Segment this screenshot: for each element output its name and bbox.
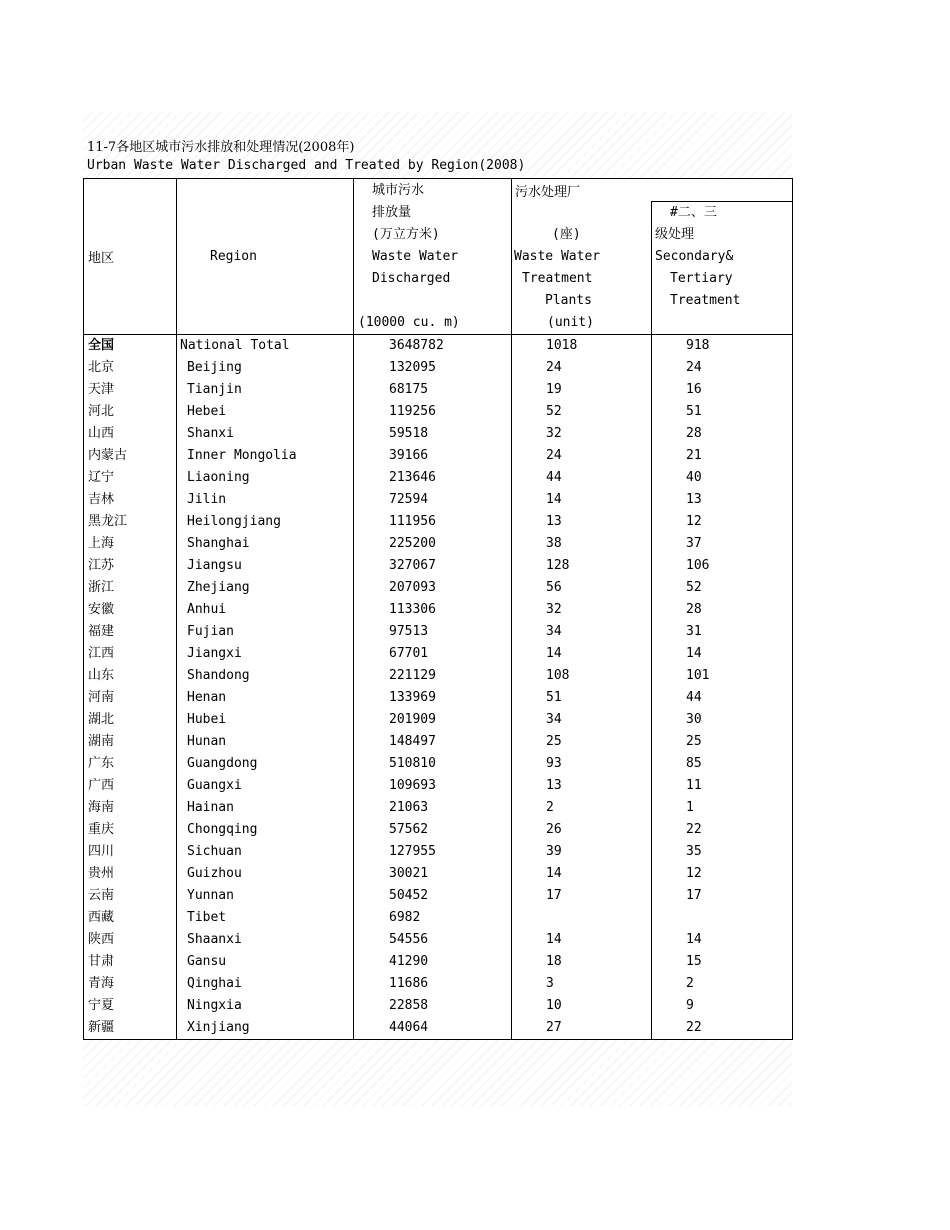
discharge-cell: 39166: [354, 445, 512, 467]
discharge-cell: 97513: [354, 621, 512, 643]
region-en-cell: Anhui: [177, 599, 354, 621]
table-row: [84, 533, 793, 555]
region-en-cell: Shanghai: [177, 533, 354, 555]
region-cn-cell: 内蒙古: [84, 445, 177, 467]
region-en-cell: Gansu: [177, 951, 354, 973]
region-en-cell: Guangdong: [177, 753, 354, 775]
region-en-cell: Beijing: [177, 357, 354, 379]
secondary-cell: 101: [652, 665, 793, 687]
table-row: [84, 907, 793, 929]
discharge-cell: 510810: [354, 753, 512, 775]
plants-cell: 32: [512, 599, 652, 621]
region-cn-cell: 四川: [84, 841, 177, 863]
region-en-cell: Guizhou: [177, 863, 354, 885]
discharge-cell: 225200: [354, 533, 512, 555]
table-row: [84, 445, 793, 467]
secondary-cell: 2: [652, 973, 793, 995]
plants-cell: 27: [512, 1017, 652, 1040]
plants-cell: 1018: [512, 335, 652, 358]
secondary-cell: 85: [652, 753, 793, 775]
secondary-cell: 15: [652, 951, 793, 973]
table-row: [84, 797, 793, 819]
secondary-cell: 9: [652, 995, 793, 1017]
plants-cell: 26: [512, 819, 652, 841]
region-cn-cell: 广西: [84, 775, 177, 797]
region-cn-cell: 河南: [84, 687, 177, 709]
region-cn-cell: 广东: [84, 753, 177, 775]
region-en-cell: Zhejiang: [177, 577, 354, 599]
secondary-cell: 12: [652, 511, 793, 533]
discharge-cell: 72594: [354, 489, 512, 511]
secondary-cell: 28: [652, 599, 793, 621]
plants-cell: 128: [512, 555, 652, 577]
table-title-cn: 11-7各地区城市污水排放和处理情况(2008年): [87, 140, 355, 155]
plants-cell: 32: [512, 423, 652, 445]
region-cn-cell: 黑龙江: [84, 511, 177, 533]
region-cn-cell: 宁夏: [84, 995, 177, 1017]
region-cn-cell: 山西: [84, 423, 177, 445]
discharge-cell: 133969: [354, 687, 512, 709]
plants-cell: 10: [512, 995, 652, 1017]
header-secondary: #二、三 级处理 Secondary& Tertiary Treatment: [652, 202, 793, 335]
secondary-cell: 44: [652, 687, 793, 709]
secondary-cell: 22: [652, 1017, 793, 1040]
secondary-cell: 12: [652, 863, 793, 885]
region-cn-cell: 贵州: [84, 863, 177, 885]
secondary-cell: 22: [652, 819, 793, 841]
region-cn-cell: 青海: [84, 973, 177, 995]
region-cn-cell: 云南: [84, 885, 177, 907]
region-en-cell: Qinghai: [177, 973, 354, 995]
plants-cell: 14: [512, 643, 652, 665]
background-pattern-bottom: [83, 1040, 792, 1106]
secondary-cell: 24: [652, 357, 793, 379]
discharge-cell: 109693: [354, 775, 512, 797]
table-row: [84, 423, 793, 445]
table-row: [84, 951, 793, 973]
plants-cell: 108: [512, 665, 652, 687]
region-cn-cell: 吉林: [84, 489, 177, 511]
header-plants-group: 污水处理厂: [512, 179, 793, 202]
region-en-cell: Shaanxi: [177, 929, 354, 951]
table-row: [84, 489, 793, 511]
secondary-cell: 37: [652, 533, 793, 555]
table-row: [84, 643, 793, 665]
plants-cell: 93: [512, 753, 652, 775]
table-row-total: [84, 335, 793, 358]
plants-cell: 24: [512, 357, 652, 379]
region-en-cell: Tianjin: [177, 379, 354, 401]
table-row: [84, 775, 793, 797]
table-row: [84, 621, 793, 643]
plants-cell: 2: [512, 797, 652, 819]
table-row: [84, 885, 793, 907]
plants-cell: 34: [512, 621, 652, 643]
plants-cell: 3: [512, 973, 652, 995]
discharge-cell: 221129: [354, 665, 512, 687]
header-region-cn: 地区: [84, 179, 177, 335]
region-cn-cell: 甘肃: [84, 951, 177, 973]
header-discharge: 城市污水 排放量 (万立方米) Waste Water Discharged (10000 cu. m): [354, 179, 512, 335]
table-row: [84, 863, 793, 885]
table-row: [84, 973, 793, 995]
region-cn-cell: 全国: [84, 335, 177, 358]
region-cn-cell: 西藏: [84, 907, 177, 929]
discharge-cell: 111956: [354, 511, 512, 533]
plants-cell: 14: [512, 863, 652, 885]
table-title-en: Urban Waste Water Discharged and Treated by Region(2008): [87, 158, 526, 173]
table-row: [84, 1017, 793, 1040]
discharge-cell: 22858: [354, 995, 512, 1017]
secondary-cell: 14: [652, 929, 793, 951]
discharge-cell: 213646: [354, 467, 512, 489]
region-en-cell: Jiangxi: [177, 643, 354, 665]
region-cn-cell: 安徽: [84, 599, 177, 621]
plants-cell: 38: [512, 533, 652, 555]
table-row: [84, 709, 793, 731]
plants-cell: 24: [512, 445, 652, 467]
region-cn-cell: 重庆: [84, 819, 177, 841]
plants-cell: 25: [512, 731, 652, 753]
discharge-cell: 6982: [354, 907, 512, 929]
region-cn-cell: 福建: [84, 621, 177, 643]
secondary-cell: 28: [652, 423, 793, 445]
region-cn-cell: 湖北: [84, 709, 177, 731]
discharge-cell: 21063: [354, 797, 512, 819]
secondary-cell: 31: [652, 621, 793, 643]
header-region-en: Region: [177, 179, 354, 335]
region-en-cell: Tibet: [177, 907, 354, 929]
discharge-cell: 59518: [354, 423, 512, 445]
region-cn-cell: 河北: [84, 401, 177, 423]
region-en-cell: Hebei: [177, 401, 354, 423]
plants-cell: 51: [512, 687, 652, 709]
region-en-cell: Henan: [177, 687, 354, 709]
discharge-cell: 44064: [354, 1017, 512, 1040]
plants-cell: 18: [512, 951, 652, 973]
table-row: [84, 753, 793, 775]
region-cn-cell: 北京: [84, 357, 177, 379]
secondary-cell: 14: [652, 643, 793, 665]
region-en-cell: Chongqing: [177, 819, 354, 841]
secondary-cell: 11: [652, 775, 793, 797]
table-row: [84, 379, 793, 401]
plants-cell: 14: [512, 489, 652, 511]
region-en-cell: National Total: [177, 335, 354, 358]
discharge-cell: 50452: [354, 885, 512, 907]
region-cn-cell: 浙江: [84, 577, 177, 599]
discharge-cell: 127955: [354, 841, 512, 863]
discharge-cell: 41290: [354, 951, 512, 973]
region-cn-cell: 山东: [84, 665, 177, 687]
region-en-cell: Guangxi: [177, 775, 354, 797]
secondary-cell: 52: [652, 577, 793, 599]
secondary-cell: 16: [652, 379, 793, 401]
region-en-cell: Hainan: [177, 797, 354, 819]
discharge-cell: 68175: [354, 379, 512, 401]
secondary-cell: 106: [652, 555, 793, 577]
table-row: [84, 467, 793, 489]
discharge-cell: 67701: [354, 643, 512, 665]
region-en-cell: Shandong: [177, 665, 354, 687]
table-row: [84, 599, 793, 621]
discharge-cell: 119256: [354, 401, 512, 423]
plants-cell: 13: [512, 511, 652, 533]
table-row: [84, 929, 793, 951]
discharge-cell: 3648782: [354, 335, 512, 358]
region-en-cell: Liaoning: [177, 467, 354, 489]
region-en-cell: Sichuan: [177, 841, 354, 863]
table-row: [84, 819, 793, 841]
table-row: [84, 995, 793, 1017]
table-row: [84, 401, 793, 423]
region-en-cell: Fujian: [177, 621, 354, 643]
discharge-cell: 132095: [354, 357, 512, 379]
table-row: [84, 577, 793, 599]
secondary-cell: 51: [652, 401, 793, 423]
discharge-cell: 54556: [354, 929, 512, 951]
table-row: [84, 511, 793, 533]
region-cn-cell: 天津: [84, 379, 177, 401]
plants-cell: 13: [512, 775, 652, 797]
header-plants: (座) Waste Water Treatment Plants (unit): [512, 202, 652, 335]
region-en-cell: Hunan: [177, 731, 354, 753]
table-row: [84, 555, 793, 577]
region-en-cell: Xinjiang: [177, 1017, 354, 1040]
discharge-cell: 207093: [354, 577, 512, 599]
region-cn-cell: 辽宁: [84, 467, 177, 489]
region-en-cell: Shanxi: [177, 423, 354, 445]
table-row: [84, 687, 793, 709]
plants-cell: 52: [512, 401, 652, 423]
plants-cell: 14: [512, 929, 652, 951]
region-en-cell: Heilongjiang: [177, 511, 354, 533]
region-cn-cell: 新疆: [84, 1017, 177, 1040]
region-cn-cell: 江西: [84, 643, 177, 665]
plants-cell: 34: [512, 709, 652, 731]
discharge-cell: 11686: [354, 973, 512, 995]
region-cn-cell: 海南: [84, 797, 177, 819]
table-row: [84, 357, 793, 379]
region-en-cell: Jiangsu: [177, 555, 354, 577]
table-row: [84, 841, 793, 863]
plants-cell: 19: [512, 379, 652, 401]
discharge-cell: 30021: [354, 863, 512, 885]
secondary-cell: 21: [652, 445, 793, 467]
discharge-cell: 201909: [354, 709, 512, 731]
secondary-cell: 17: [652, 885, 793, 907]
discharge-cell: 148497: [354, 731, 512, 753]
plants-cell: [512, 907, 652, 929]
secondary-cell: 1: [652, 797, 793, 819]
plants-cell: 17: [512, 885, 652, 907]
secondary-cell: 30: [652, 709, 793, 731]
plants-cell: 39: [512, 841, 652, 863]
discharge-cell: 327067: [354, 555, 512, 577]
region-cn-cell: 湖南: [84, 731, 177, 753]
region-en-cell: Ningxia: [177, 995, 354, 1017]
region-en-cell: Inner Mongolia: [177, 445, 354, 467]
region-en-cell: Yunnan: [177, 885, 354, 907]
discharge-cell: 113306: [354, 599, 512, 621]
plants-cell: 44: [512, 467, 652, 489]
region-cn-cell: 上海: [84, 533, 177, 555]
waste-water-table: [83, 178, 793, 1040]
secondary-cell: 918: [652, 335, 793, 358]
region-cn-cell: 陕西: [84, 929, 177, 951]
secondary-cell: 35: [652, 841, 793, 863]
discharge-cell: 57562: [354, 819, 512, 841]
table-row: [84, 665, 793, 687]
secondary-cell: [652, 907, 793, 929]
region-cn-cell: 江苏: [84, 555, 177, 577]
table-row: [84, 731, 793, 753]
secondary-cell: 13: [652, 489, 793, 511]
plants-cell: 56: [512, 577, 652, 599]
secondary-cell: 25: [652, 731, 793, 753]
region-en-cell: Jilin: [177, 489, 354, 511]
region-en-cell: Hubei: [177, 709, 354, 731]
table-body: [84, 335, 793, 1040]
secondary-cell: 40: [652, 467, 793, 489]
